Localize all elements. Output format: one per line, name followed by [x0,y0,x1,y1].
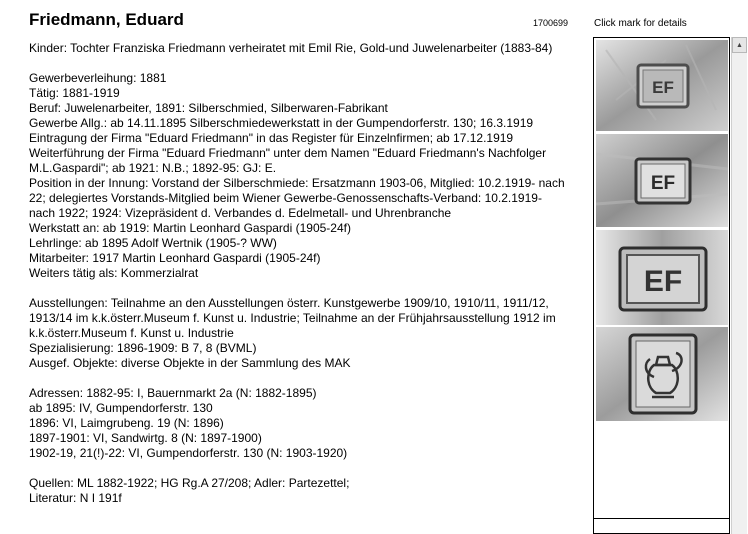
career-line: 22; delegiertes Vorstands-Mitglied beim Wiener Gewerbe-Genossenschafts-Verband: 10.2.1919- [29,191,542,205]
exhibition-line: Ausstellungen: Teilnahme an den Ausstellungen österr. Kunstgewerbe 1909/10, 1910/11, 1911/12, [29,296,549,310]
career-line: nach 1922; 1924: Vizepräsident d. Verbandes d. Edelmetall- und Uhrenbranche [29,206,452,220]
mark-letters: EF [643,265,683,298]
address-line: 1897-1901: VI, Sandwirtg. 8 (N: 1897-1900) [29,431,262,445]
marks-hint: Click mark for details [594,18,687,29]
career-line: M.L.Gaspardi"; ab 1921: N.B.; 1892-95: GJ: E. [29,161,277,175]
address-line: 1896: VI, Laimgrubeng. 19 (N: 1896) [29,416,224,430]
career-line: Gewerbe Allg.: ab 14.11.1895 Silberschmiedewerkstatt in der Gumpendorferstr. 130; 16.3.1919 [29,116,534,130]
address-line: ab 1895: IV, Gumpendorferstr. 130 [29,401,213,415]
exhibition-line: 1913/14 im k.k.österr.Museum f. Kunst u. Industrie; Teilnahme an der Frühjahrsausstellung 1912 im [29,311,556,325]
career-line: Beruf: Juwelenarbeiter, 1891: Silberschmied, Silberwaren-Fabrikant [29,101,388,115]
career-line: Eintragung der Firma "Eduard Friedmann" in das Register für Einzelnfirmen; ab 17.12.1919 [29,131,514,145]
address-line: 1902-19, 21(!)-22: VI, Gumpendorferstr. 130 (N: 1903-1920) [29,446,348,460]
source-line: Literatur: N I 191f [29,491,122,505]
panel-divider [594,518,729,519]
reference-number: 1700699 [533,18,569,28]
mark-image-vessel[interactable] [596,327,728,421]
mark-image-ef-2[interactable] [596,134,728,227]
career-line: Gewerbeverleihung: 1881 [29,71,167,85]
exhibitions-section [29,296,581,371]
page-title: Friedmann, Eduard [29,10,184,29]
children-info: Kinder: Tochter Franziska Friedmann verheiratet mit Emil Rie, Gold-und Juwelenarbeiter (1883-84) [29,41,553,55]
address-line: Adressen: 1882-95: I, Bauernmarkt 2a (N: 1882-1895) [29,386,317,400]
source-line: Quellen: ML 1882-1922; HG Rg.A 27/208; Adler: Partezettel; [29,476,350,490]
career-section [29,71,581,281]
exhibition-line: Ausgef. Objekte: diverse Objekte in der Sammlung des MAK [29,356,351,370]
addresses-section [29,386,581,461]
career-line: Position in der Innung: Vorstand der Silberschmiede: Ersatzmann 1903-06, Mitglied: 10.2.1919- nach [29,176,565,190]
mark-letters: EF [652,78,674,97]
marks-panel [593,37,730,534]
career-line: Tätig: 1881-1919 [29,86,120,100]
sources-section [29,476,581,506]
career-line: Mitarbeiter: 1917 Martin Leonhard Gaspardi (1905-24f) [29,251,321,265]
scroll-up-button[interactable] [732,37,747,53]
exhibition-line: Spezialisierung: 1896-1909: B 7, 8 (BVML) [29,341,257,355]
career-line: Werkstatt an: ab 1919: Martin Leonhard Gaspardi (1905-24f) [29,221,351,235]
career-line: Lehrlinge: ab 1895 Adolf Wertnik (1905-? WW) [29,236,277,250]
maker-details [29,41,581,506]
career-line: Weiters tätig als: Kommerzialrat [29,266,199,280]
mark-image-ef-3[interactable] [596,230,728,325]
career-line: Weiterführung der Firma "Eduard Friedmann" unter dem Namen "Eduard Friedmann's Nachfolger [29,146,547,160]
arrow-up-icon: ▲ [736,41,743,49]
exhibition-line: k.k.österr.Museum f. Kunst u. Industrie [29,326,234,340]
mark-image-ef-1[interactable] [596,40,728,131]
marks-scrollbar[interactable] [731,37,747,534]
mark-letters: EF [650,173,676,194]
